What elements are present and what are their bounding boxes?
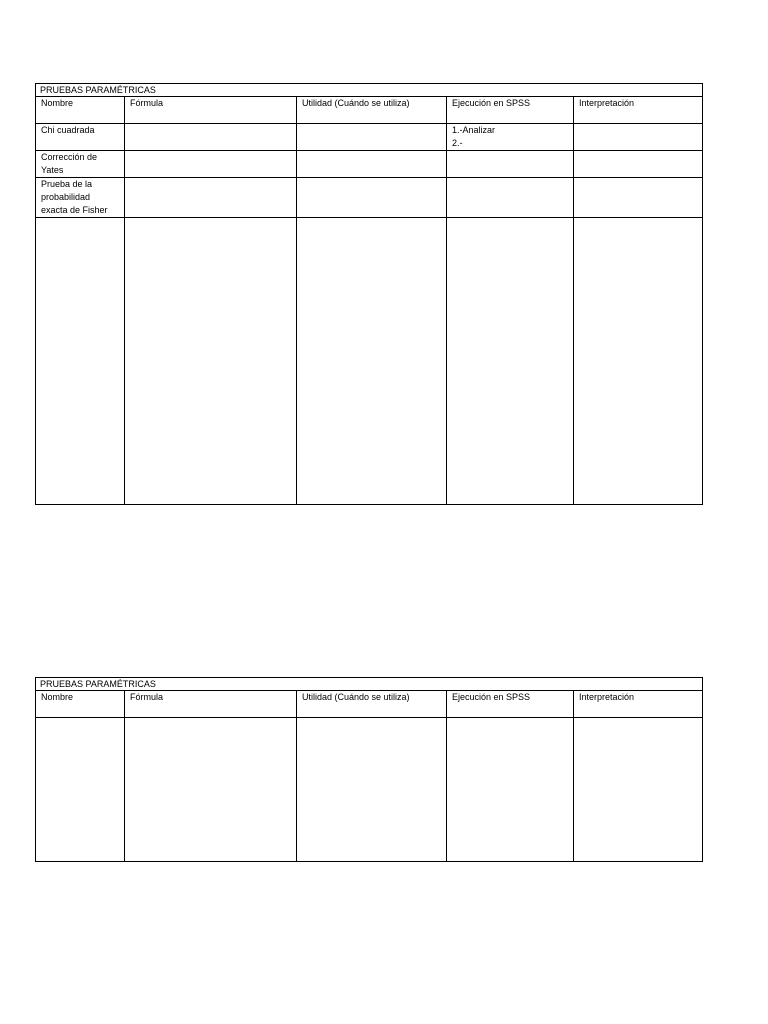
- header-formula: Fórmula: [125, 97, 297, 124]
- header-ejecucion: Ejecución en SPSS: [447, 97, 574, 124]
- table-row-empty: [36, 218, 703, 505]
- header-formula: Fórmula: [125, 691, 297, 718]
- header-nombre: Nombre: [36, 97, 125, 124]
- pruebas-table-1: [35, 83, 703, 505]
- cell-formula: [125, 718, 297, 862]
- cell-utilidad: [297, 718, 447, 862]
- table-row: [36, 178, 703, 218]
- cell-nombre: [36, 718, 125, 862]
- cell-utilidad: [297, 178, 447, 218]
- cell-text: 2.-: [452, 138, 463, 148]
- cell-interpretacion: [574, 718, 703, 862]
- header-interpretacion: Interpretación: [574, 97, 703, 124]
- cell-utilidad: [297, 218, 447, 505]
- header-ejecucion: Ejecución en SPSS: [447, 691, 574, 718]
- pruebas-table-2: [35, 677, 703, 862]
- header-interpretacion: Interpretación: [574, 691, 703, 718]
- cell-formula: [125, 218, 297, 505]
- table-title: PRUEBAS PARAMÉTRICAS: [36, 84, 703, 97]
- cell-ejecucion: [447, 151, 574, 178]
- header-utilidad: Utilidad (Cuándo se utiliza): [297, 97, 447, 124]
- cell-text: Chi cuadrada: [41, 125, 95, 135]
- cell-text: Corrección de: [41, 152, 98, 162]
- cell-formula: [125, 124, 297, 151]
- cell-interpretacion: [574, 218, 703, 505]
- header-row: [36, 97, 703, 124]
- cell-text: 1.-Analizar: [452, 125, 496, 135]
- header-nombre: Nombre: [36, 691, 125, 718]
- title-row: [36, 84, 703, 97]
- cell-utilidad: [297, 124, 447, 151]
- cell-ejecucion: [447, 718, 574, 862]
- cell-text: Prueba de la: [41, 179, 93, 189]
- table-row-empty: [36, 718, 703, 862]
- cell-utilidad: [297, 151, 447, 178]
- table-row: [36, 124, 703, 151]
- cell-text: Yates: [41, 165, 64, 175]
- header-utilidad: Utilidad (Cuándo se utiliza): [297, 691, 447, 718]
- cell-nombre: [36, 151, 125, 178]
- table-title: PRUEBAS PARAMÉTRICAS: [36, 678, 703, 691]
- cell-nombre: [36, 178, 125, 218]
- title-row: [36, 678, 703, 691]
- cell-text: probabilidad: [41, 192, 91, 202]
- cell-interpretacion: [574, 124, 703, 151]
- cell-nombre: [36, 218, 125, 505]
- cell-formula: [125, 151, 297, 178]
- cell-ejecucion: [447, 218, 574, 505]
- cell-interpretacion: [574, 151, 703, 178]
- table-row: [36, 151, 703, 178]
- cell-text: exacta de Fisher: [41, 205, 108, 215]
- cell-ejecucion: [447, 124, 574, 151]
- cell-ejecucion: [447, 178, 574, 218]
- cell-formula: [125, 178, 297, 218]
- cell-interpretacion: [574, 178, 703, 218]
- header-row: [36, 691, 703, 718]
- cell-nombre: [36, 124, 125, 151]
